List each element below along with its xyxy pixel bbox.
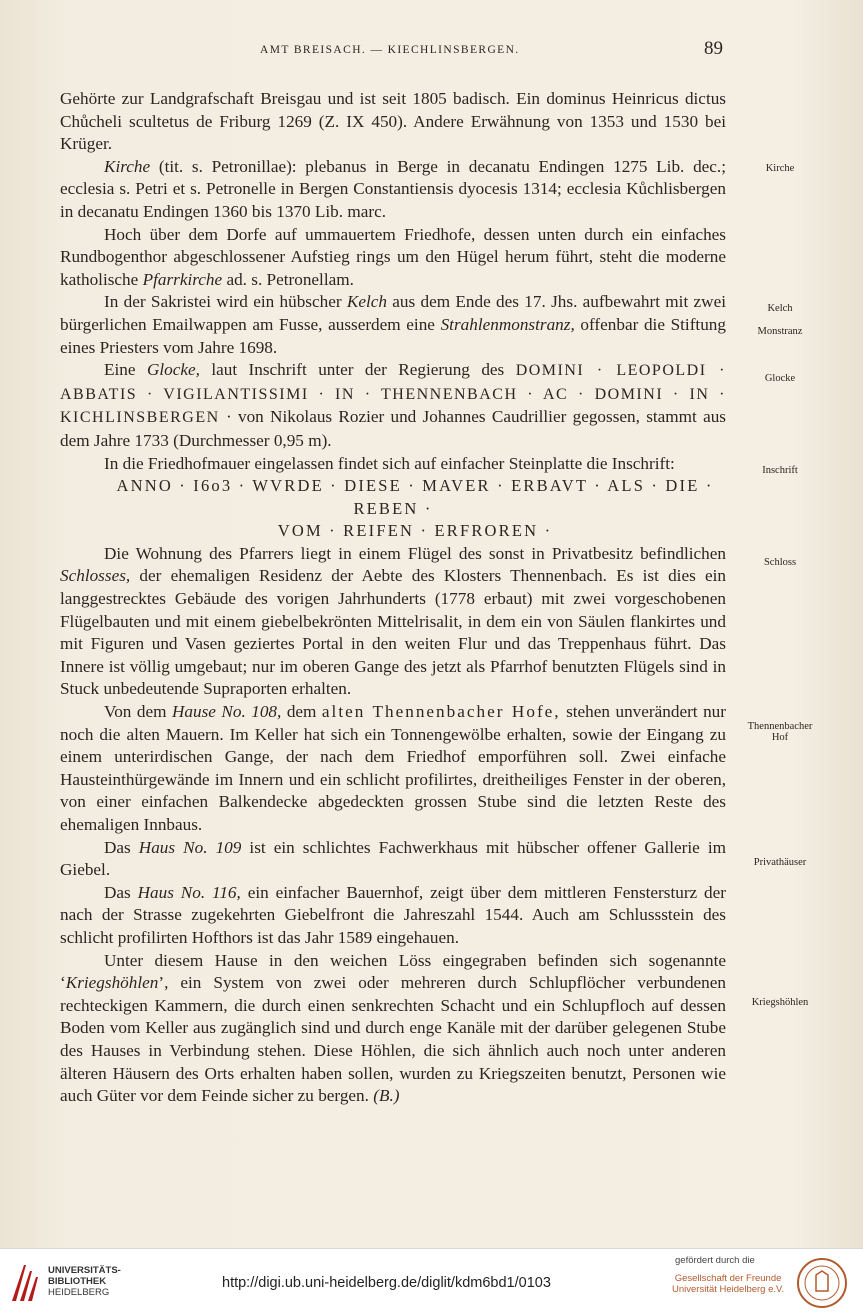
paragraph-text: Eine [104,360,147,380]
paragraph-6 [60,453,726,476]
paragraph-text: Das [104,882,138,902]
running-title: AMT BREISACH. — KIECHLINSBERGEN. [260,44,520,56]
margin-note-kirche: Kirche [765,163,795,174]
italic-term: Strahlenmonstranz, [440,314,575,334]
paragraph-10 [60,882,726,950]
paragraph-5 [60,359,726,452]
margin-note-monstranz: Monstranz [757,326,803,337]
paragraph-7 [60,543,726,701]
paragraph-text: offenbar die Stiftung eines Priesters vom Jahre 1698. [60,314,726,357]
caps-inscription: DOMINI · LEOPOLDI · ABBATIS · VIGILANTISSIMI · IN · THENNENBACH · AC · DOMINI · IN · KICHLINSBERGEN [60,362,726,427]
society-name [672,1273,784,1295]
paragraph-text: dem [281,702,322,722]
paragraph-text: (tit. s. Petronillae): plebanus in Berge in decanatu Endingen 1275 Lib. dec.; ecclesia s. Petri et s. Petronelle in Bergen Constantiensis dyocesis 1314; ecclesia Kůchlisbergen in decanatu Endingen 1360 bis 1370 Lib. marc. [60,156,726,221]
margin-note-glocke: Glocke [764,373,796,384]
paragraph-text: In der Sakristei wird ein hübscher [104,292,347,312]
italic-term: Schlosses, [60,566,131,586]
library-name-line: UNIVERSITÄTS- [48,1265,121,1276]
margin-note-thennenbacher-hof: Thennenbacher Hof [747,721,813,743]
paragraph-2 [60,156,726,224]
italic-term: Pfarrkirche [142,269,223,289]
paragraph-text: stehen unverändert nur noch die alten Mauern. Im Keller hat sich ein Tonnengewölbe erhalten, sowie der Eingang zu einem unterirdischen Gange, der nach dem Friedhof emporführen soll. Zwei einfache Hausteinthürgewände im Innern und ein schlicht profilirtes, dreitheiliges Fenster in der oberen, von einer einfachen Balkendecke abgedeckten grossen Stube sind die letzten Reste des ehemaligen Innbaus. [60,702,726,834]
library-name [48,1265,121,1298]
italic-term: Haus No. 116, [137,882,241,902]
italic-term: Kriegshöhlen [65,973,159,993]
paragraph-text: Von dem [104,702,172,722]
funded-by-text: gefördert durch die [675,1255,755,1266]
paragraph-text: Die Wohnung des Pfarrers liegt in einem Flügel des sonst in Privatbesitz befindlichen [104,543,726,563]
italic-term: Kirche [104,156,151,176]
paragraph-text: laut Inschrift unter der Regierung des [199,360,516,380]
paragraph-3 [60,224,726,292]
paragraph-text: ad. s. Petronellam. [222,269,354,289]
paragraph-9 [60,837,726,882]
italic-term: Hause No. 108, [171,702,282,722]
footer-bar [0,1248,863,1315]
paragraph-text: In die Friedhofmauer eingelassen findet sich auf einfacher Steinplatte die Inschrift: [104,453,675,473]
paragraph-1 [60,88,726,156]
paragraph-text: · von Nikolaus Rozier und Johannes Caudrillier gegossen, stammt aus dem Jahre 1733 (Durchmesser 0,95 m). [60,407,726,450]
margin-note-schloss: Schloss [763,557,797,568]
paragraph-text: ein einfacher Bauernhof, zeigt über dem mittleren Fenstersturz der nach der Strasse zugekehrten Giebelfront die Jahreszahl 1544. Auch am Schlussstein des schlicht profilirten Hofthors ist das Jahr 1589 eingehauen. [60,882,726,947]
permalink-url[interactable]: http://digi.ub.uni-heidelberg.de/diglit/kdm6bd1/0103 [222,1275,551,1291]
spaced-term: alten Thennenbacher Hofe, [321,702,561,722]
italic-term: Haus No. 109 [138,837,242,857]
italic-term: Kelch [346,292,387,312]
author-signature: (B.) [373,1086,400,1106]
italic-term: Glocke, [146,360,200,380]
page-number: 89 [704,38,723,59]
paragraph-text: Das [104,837,139,857]
paragraph-text: der ehemaligen Residenz der Aebte des Klosters Thennenbach. Es ist dies ein langgestrecktes Gebäude des vorigen Jahrhunderts (1778 erbaut) mit zwei vorgeschobenen Flügelbauten und mit einem giebelbekrönten Mittelrisalit, in dem ein von Säulen flankirtes und mit Figuren und Vasen geziertes Portal in den weiten Flur und das Treppenhaus führt. Das Innere ist völlig umgebaut; nur im oberen Gange des jetzt als Pfarrhof benutzten Flügels sind in Stuck unbedeutende Supraporten erhalten. [60,566,726,699]
society-name-line: Universität Heidelberg e.V. [672,1284,785,1295]
body-text [60,88,726,1108]
paragraph-text: ist ein schlichtes Fachwerkhaus mit hübscher offener Gallerie im Giebel. [60,837,726,880]
library-name-line: BIBLIOTHEK [48,1276,107,1287]
paragraph-text: Hoch über dem Dorfe auf ummauertem Friedhofe, dessen unten durch ein einfaches Rundbogenthor abgeschlossener Aufstieg rings um den Hügel herum führt, steht die moderne katholische [60,224,726,289]
paragraph-text: Unter diesem Hause in den weichen Löss eingegraben befinden sich sogenannte ‘ [60,950,726,993]
university-seal-icon [796,1257,848,1309]
society-name-line: Gesellschaft der Freunde [674,1273,782,1284]
paragraph-11 [60,950,726,1108]
inscription-line-1: ANNO · I6o3 · WVRDE · DIESE · MAVER · ERBAVT · ALS · DIE · REBEN · [116,476,714,518]
paragraph-8 [60,701,726,837]
margin-note-kriegshoehlen: Kriegshöhlen [751,997,809,1008]
paragraph-text: ’, ein System von zwei oder mehreren durch Schlupflöcher verbundenen rechteckigen Kammern, die durch einen senkrechten Schacht und ein Schlupfloch auf dessen Boden vom Keller aus zugänglich sind und durch enge Kanäle mit der darüber gelegenen Stube des Hauses in Verbindung stehen. Diese Höhlen, die sich ähnlich auch noch unter anderen älteren Häusern des Orts erhalten haben sollen, wurden zu Kriegszeiten benutzt, Personen wie auch Güter vor dem Feinde sicher zu bergen. [60,973,726,1106]
paragraph-4 [60,291,726,359]
paragraph-text: Gehörte zur Landgrafschaft Breisgau und ist seit 1805 badisch. Ein dominus Heinricus dictus Chůcheli scultetus de Friburg 1269 (Z. IX 450). Andere Erwähnung von 1353 und 1530 bei Krüger. [60,89,726,154]
library-logo-icon [8,1261,42,1303]
inscription-line-2: VOM · REIFEN · ERFROREN · [277,521,553,541]
margin-note-kelch: Kelch [767,303,793,314]
paragraph-text: aus dem Ende des 17. Jhs. aufbewahrt mit zwei bürgerlichen Emailwappen am Fusse, ausserdem eine [60,292,726,334]
margin-note-inschrift: Inschrift [762,465,798,476]
margin-note-privathaeuser: Privathäuser [753,857,807,868]
library-name-line: HEIDELBERG [48,1287,110,1298]
